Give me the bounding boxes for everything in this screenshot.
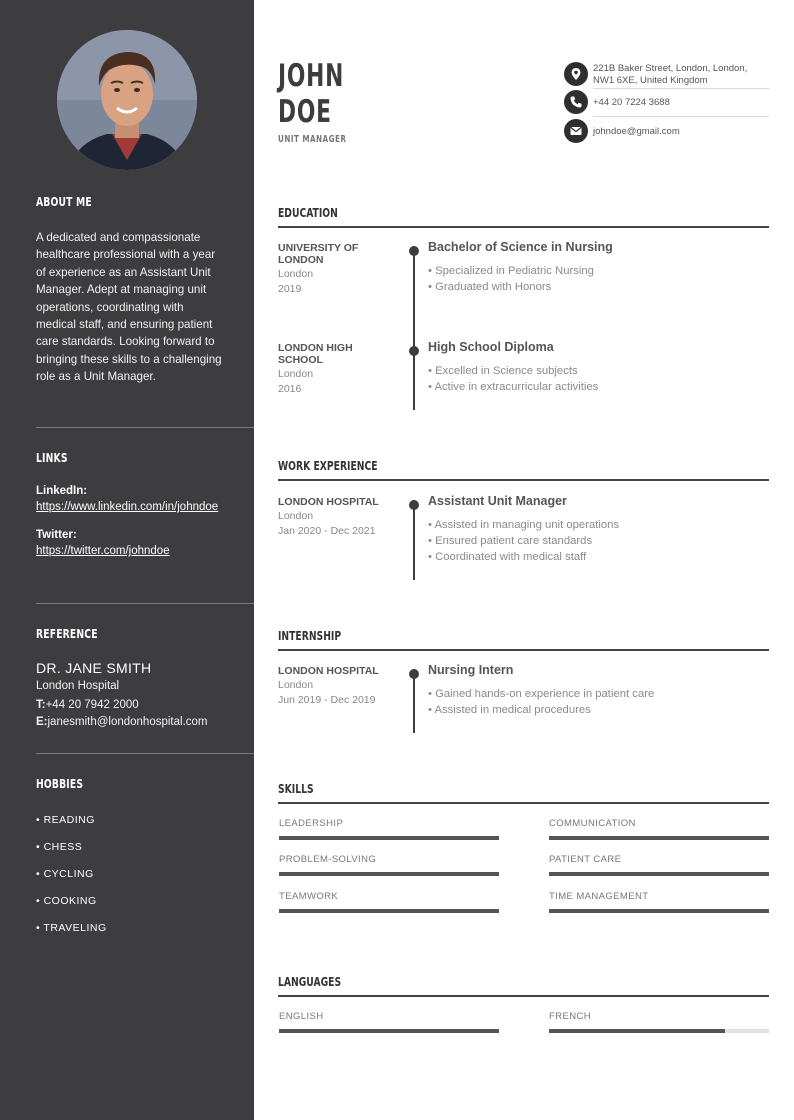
reference-email-value: janesmith@londonhospital.com: [47, 716, 208, 728]
work-title: Assistant Unit Manager: [428, 494, 567, 508]
work-bullets: [428, 517, 768, 565]
internship-bullets: [428, 686, 768, 718]
location-pin-icon: [564, 62, 588, 86]
work-date: Jan 2020 - Dec 2021: [278, 525, 376, 537]
about-section: [36, 194, 254, 386]
work-entry-left: [278, 496, 398, 539]
skill-bar-fill: [279, 909, 499, 913]
internship-heading-text: INTERNSHIP: [278, 628, 342, 643]
address-text: 221B Baker Street, London, London, NW1 6XE, United Kingdom: [593, 63, 748, 86]
languages-heading: [278, 974, 769, 989]
sidebar: [0, 0, 254, 1120]
education-date: 2016: [278, 383, 302, 395]
bullet-item: • Specialized in Pediatric Nursing: [428, 265, 594, 277]
candidate-role: UNIT MANAGER: [278, 134, 347, 145]
timeline-dot: [409, 346, 419, 356]
bullet-item: • Coordinated with medical staff: [428, 551, 587, 563]
internship-date: Jun 2019 - Dec 2019: [278, 694, 376, 706]
skill-item: [549, 854, 769, 865]
twitter-link[interactable]: https://twitter.com/johndoe: [36, 545, 170, 557]
work-location: London: [278, 510, 314, 522]
hobby-item: • CHESS: [36, 841, 83, 853]
skill-bar: [549, 872, 769, 876]
hobby-item: • COOKING: [36, 895, 97, 907]
skill-item: [279, 854, 499, 865]
skills-heading: [278, 781, 769, 796]
internship-heading: [278, 628, 769, 643]
language-item: [549, 1011, 769, 1022]
internship-org: LONDON HOSPITAL: [278, 665, 379, 677]
bullet-item: • Ensured patient care standards: [428, 535, 593, 547]
divider: [36, 753, 254, 754]
language-name: FRENCH: [549, 1011, 591, 1022]
skill-bar-fill: [279, 836, 499, 840]
reference-phone-value: +44 20 7942 2000: [45, 699, 139, 711]
skill-item: [279, 818, 499, 829]
skill-item: [279, 891, 499, 902]
bullet-item: • Active in extracurricular activities: [428, 381, 599, 393]
hobbies-heading: HOBBIES: [36, 776, 84, 791]
education-entry-left: [278, 342, 398, 397]
skill-name: LEADERSHIP: [279, 818, 344, 829]
work-org: LONDON HOSPITAL: [278, 496, 379, 508]
hobby-item: • CYCLING: [36, 868, 94, 880]
reference-section: [36, 626, 254, 731]
email-text: johndoe@gmail.com: [593, 126, 680, 137]
twitter-label: Twitter:: [36, 529, 77, 541]
links-section: [36, 450, 254, 559]
reference-phone: [36, 697, 254, 714]
about-text: A dedicated and compassionate healthcare professional with a year of experience as an Assistant Unit Manager. Adept at managing unit operations, coordinating with medical staff, and ensuring patient care standards. Looking forward to bringing these skills to a challenging role as a Unit Manager.: [36, 231, 222, 384]
profile-photo: [57, 30, 197, 170]
skill-bar-fill: [549, 872, 769, 876]
skill-name: TIME MANAGEMENT: [549, 891, 649, 902]
section-rule: [278, 649, 769, 651]
links-heading: LINKS: [36, 450, 68, 465]
divider: [36, 427, 254, 428]
language-bar-fill: [549, 1029, 725, 1033]
candidate-name: [278, 58, 344, 130]
reference-org: London Hospital: [36, 680, 120, 692]
divider: [36, 603, 254, 604]
section-rule: [278, 802, 769, 804]
reference-name: DR. JANE SMITH: [36, 660, 152, 676]
education-org: LONDON HIGH SCHOOL: [278, 342, 353, 366]
skill-bar: [549, 836, 769, 840]
mail-icon: [564, 119, 588, 143]
timeline-line: [413, 246, 415, 410]
work-entry-right: [428, 494, 768, 565]
contact-divider: [593, 116, 769, 117]
bullet-item: • Assisted in managing unit operations: [428, 519, 620, 531]
skill-bar: [279, 909, 499, 913]
reference-email: [36, 714, 254, 731]
skill-item: [549, 891, 769, 902]
language-item: [279, 1011, 499, 1022]
hobby-item: • READING: [36, 814, 95, 826]
about-heading: ABOUT ME: [36, 194, 92, 209]
skill-item: [549, 818, 769, 829]
skill-bar: [279, 836, 499, 840]
bullet-item: • Gained hands-on experience in patient care: [428, 688, 655, 700]
education-location: London: [278, 268, 314, 280]
timeline-line: [413, 669, 415, 733]
skill-bar: [279, 872, 499, 876]
bullet-item: • Graduated with Honors: [428, 281, 552, 293]
language-bar-fill: [279, 1029, 499, 1033]
education-entry-right: [428, 240, 768, 295]
education-bullets: [428, 263, 768, 295]
skill-name: TEAMWORK: [279, 891, 339, 902]
phone-text: +44 20 7224 3688: [593, 97, 670, 108]
education-heading-text: EDUCATION: [278, 205, 338, 220]
work-heading-text: WORK EXPERIENCE: [278, 458, 378, 473]
skill-name: PROBLEM-SOLVING: [279, 854, 377, 865]
skill-bar-fill: [549, 909, 769, 913]
education-heading: [278, 205, 769, 220]
language-bar: [549, 1029, 769, 1033]
hobby-item: • TRAVELING: [36, 922, 107, 934]
timeline-line: [413, 500, 415, 580]
education-bullets: [428, 363, 768, 395]
skills-heading-text: SKILLS: [278, 781, 314, 796]
phone-icon: [564, 90, 588, 114]
education-entry-right: [428, 340, 768, 395]
bullet-item: • Excelled in Science subjects: [428, 365, 578, 377]
skill-bar: [549, 909, 769, 913]
section-rule: [278, 226, 769, 228]
internship-entry-left: [278, 665, 398, 708]
internship-title: Nursing Intern: [428, 663, 514, 677]
hobbies-section: [36, 776, 254, 949]
linkedin-label: LinkedIn:: [36, 485, 88, 497]
internship-entry-right: [428, 663, 768, 718]
education-location: London: [278, 368, 314, 380]
languages-heading-text: LANGUAGES: [278, 974, 342, 989]
reference-email-label: E:: [36, 716, 48, 728]
linkedin-link[interactable]: https://www.linkedin.com/in/johndoe: [36, 501, 219, 513]
education-title: High School Diploma: [428, 340, 554, 354]
hobbies-list: [36, 814, 254, 949]
language-bar: [279, 1029, 499, 1033]
skill-name: PATIENT CARE: [549, 854, 622, 865]
education-entry-left: [278, 242, 398, 297]
section-rule: [278, 479, 769, 481]
last-name: DOE: [278, 94, 332, 130]
skill-bar-fill: [549, 836, 769, 840]
education-title: Bachelor of Science in Nursing: [428, 240, 613, 254]
portrait-image: [57, 30, 197, 170]
internship-location: London: [278, 679, 314, 691]
reference-phone-label: T:: [36, 699, 46, 711]
contact-divider: [593, 88, 769, 89]
skill-bar-fill: [279, 872, 499, 876]
skill-name: COMMUNICATION: [549, 818, 636, 829]
work-heading: [278, 458, 769, 473]
education-org: UNIVERSITY OF LONDON: [278, 242, 359, 266]
first-name: JOHN: [278, 58, 345, 94]
language-name: ENGLISH: [279, 1011, 324, 1022]
section-rule: [278, 995, 769, 997]
bullet-item: • Assisted in medical procedures: [428, 704, 591, 716]
reference-heading: REFERENCE: [36, 626, 98, 641]
education-date: 2019: [278, 283, 302, 295]
